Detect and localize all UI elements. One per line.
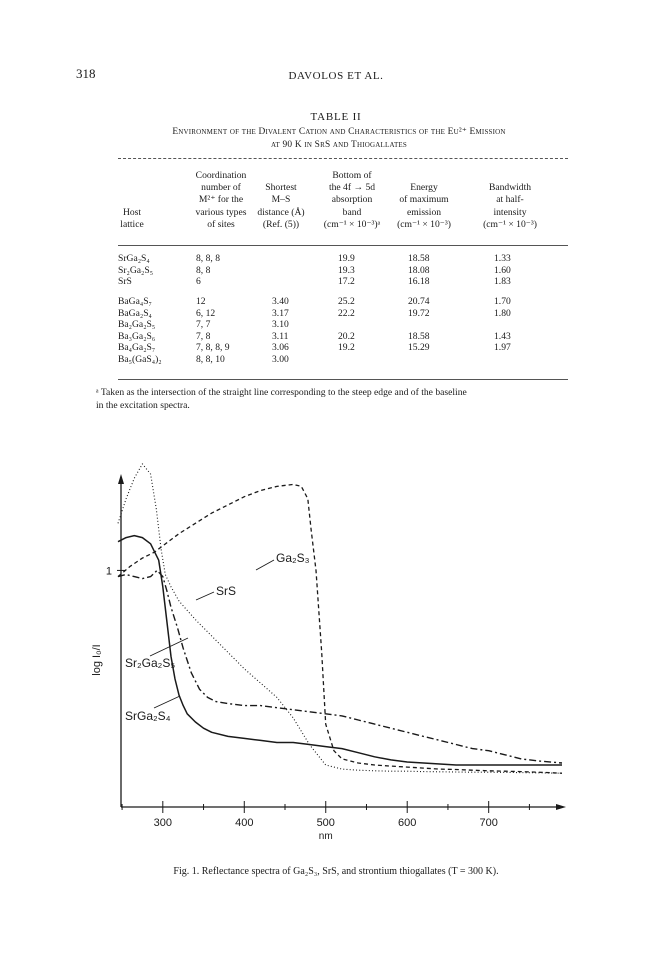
column-header-line: lattice [120, 218, 144, 230]
table-caption-line: Environment of the Divalent Cation and Characteristics of the Eu²⁺ Emission [172, 127, 506, 137]
column-header-line: Bottom of [332, 170, 372, 181]
column-header-line: emission [406, 206, 442, 218]
table-label: TABLE II [310, 111, 362, 123]
y-axis-label: log I₀/I [91, 644, 103, 676]
host-lattice-cell: SrS [118, 276, 132, 288]
table-cell: 8, 8 [196, 264, 211, 276]
x-tick-label: 700 [479, 817, 498, 829]
column-header-line: Shortest [265, 182, 297, 194]
table-caption-line: at 90 K in SrS and Thiogallates [271, 140, 407, 150]
table-cell: 16.18 [408, 276, 430, 288]
column-header-line: band [342, 206, 362, 218]
table-cell: 7, 8 [196, 330, 211, 342]
footnote-line: in the excitation spectra. [96, 400, 190, 411]
table-cell: 1.33 [494, 253, 511, 264]
table-cell: 6 [196, 276, 201, 288]
table-cell: 8, 8, 8 [196, 253, 220, 264]
table-cell: 12 [196, 296, 206, 307]
table-cell: 1.97 [494, 342, 511, 354]
column-header-line: Coordination [195, 170, 247, 181]
table-cell: 15.29 [408, 342, 430, 354]
curve-label-leader [196, 592, 214, 600]
table-cell: 3.10 [272, 319, 289, 331]
column-header-line: various types [195, 206, 247, 218]
running-head: DAVOLOS ET AL. [288, 70, 384, 82]
table-cell: 1.70 [494, 296, 511, 307]
series-line-srgas [118, 536, 562, 765]
table-cell: 19.2 [338, 342, 355, 354]
curve-label: SrGa₂S₄ [125, 709, 171, 723]
host-lattice-cell: Sr₂Ga₂S₅ [118, 264, 154, 276]
column-header-line: (cm⁻¹ × 10⁻³)ᵃ [323, 218, 381, 230]
table-cell: 1.80 [494, 307, 511, 319]
x-tick-label: 400 [235, 817, 254, 829]
host-lattice-cell: Ba₃Ga₂S₆ [118, 330, 156, 342]
y-axis-arrow [118, 474, 124, 484]
column-header-line: (Ref. (5)) [262, 218, 300, 230]
table-cell: 20.74 [408, 296, 430, 307]
column-header-line: Host [122, 206, 142, 218]
column-header-line: (cm⁻¹ × 10⁻³) [483, 218, 537, 230]
column-header-line: at half- [496, 194, 524, 206]
column-header-line: (cm⁻¹ × 10⁻³) [397, 218, 451, 230]
table-cell: 3.40 [272, 296, 289, 307]
column-header-line: absorption [331, 194, 373, 206]
column-header-line: of sites [207, 218, 235, 230]
table-cell: 19.9 [338, 253, 355, 264]
table-cell: 20.2 [338, 330, 355, 342]
column-header-line: M²⁺ for the [198, 194, 244, 206]
x-tick-label: 600 [398, 817, 417, 829]
host-lattice-cell: Ba₄Ga₂S₇ [118, 342, 156, 354]
table-cell: 1.43 [494, 330, 511, 342]
table-cell: 22.2 [338, 307, 355, 319]
table-cell: 25.2 [338, 296, 355, 307]
column-header-line: distance (Å) [257, 206, 305, 218]
column-header-line: Bandwidth [488, 182, 532, 194]
table-cell: 19.72 [408, 307, 430, 319]
table-cell: 18.58 [408, 253, 430, 264]
table-cell: 3.17 [272, 307, 289, 319]
page-number: 318 [76, 66, 96, 81]
column-header-line: Energy [410, 182, 438, 194]
table-cell: 3.00 [272, 354, 289, 365]
host-lattice-cell: BaGa₄S₇ [118, 296, 152, 307]
table-cell: 18.58 [408, 330, 430, 342]
table-cell: 1.60 [494, 264, 511, 276]
x-tick-label: 300 [153, 817, 172, 829]
curve-label: Ga₂S₃ [276, 551, 310, 565]
table-cell: 19.3 [338, 264, 355, 276]
host-lattice-cell: Ba₅(GaS₄)₂ [118, 354, 162, 365]
y-tick-label: 1 [105, 565, 112, 578]
column-header-line: M–S [271, 194, 291, 206]
series-line-srgas [118, 570, 562, 763]
x-axis-arrow [556, 804, 566, 810]
host-lattice-cell: Ba₂Ga₂S₅ [118, 319, 156, 331]
host-lattice-cell: SrGa₂S₄ [118, 253, 150, 264]
host-lattice-cell: BaGa₂S₄ [118, 307, 152, 319]
table-cell: 7, 8, 8, 9 [196, 342, 230, 354]
table-cell: 8, 8, 10 [196, 354, 225, 365]
x-tick-label: 500 [316, 817, 335, 829]
series-line-srs [118, 464, 562, 773]
table-cell: 17.2 [338, 276, 355, 288]
curve-label-leader [256, 560, 274, 570]
table-cell: 3.11 [272, 330, 289, 342]
series-line-gas [118, 484, 562, 773]
table-cell: 6, 12 [196, 307, 216, 319]
curve-label-leader [154, 696, 180, 708]
curve-label: Sr₂Ga₂S₅ [125, 656, 176, 670]
table-cell: 1.83 [494, 276, 511, 288]
table-cell: 7, 7 [196, 319, 211, 331]
column-header-line: the 4f → 5d [328, 182, 376, 194]
table-cell: 3.06 [272, 342, 289, 354]
column-header-line: intensity [493, 206, 527, 218]
figure-caption: Fig. 1. Reflectance spectra of Ga₂S₃, SrS, and strontium thiogallates (T = 300 K). [173, 866, 499, 877]
x-axis-label: nm [318, 831, 333, 842]
footnote-line: ᵃ Taken as the intersection of the straight line corresponding to the steep edge and of the baseline [96, 387, 467, 398]
column-header-line: of maximum [399, 194, 449, 206]
curve-label: SrS [216, 584, 237, 598]
column-header-line: number of [201, 182, 241, 194]
table-cell: 18.08 [408, 264, 430, 276]
